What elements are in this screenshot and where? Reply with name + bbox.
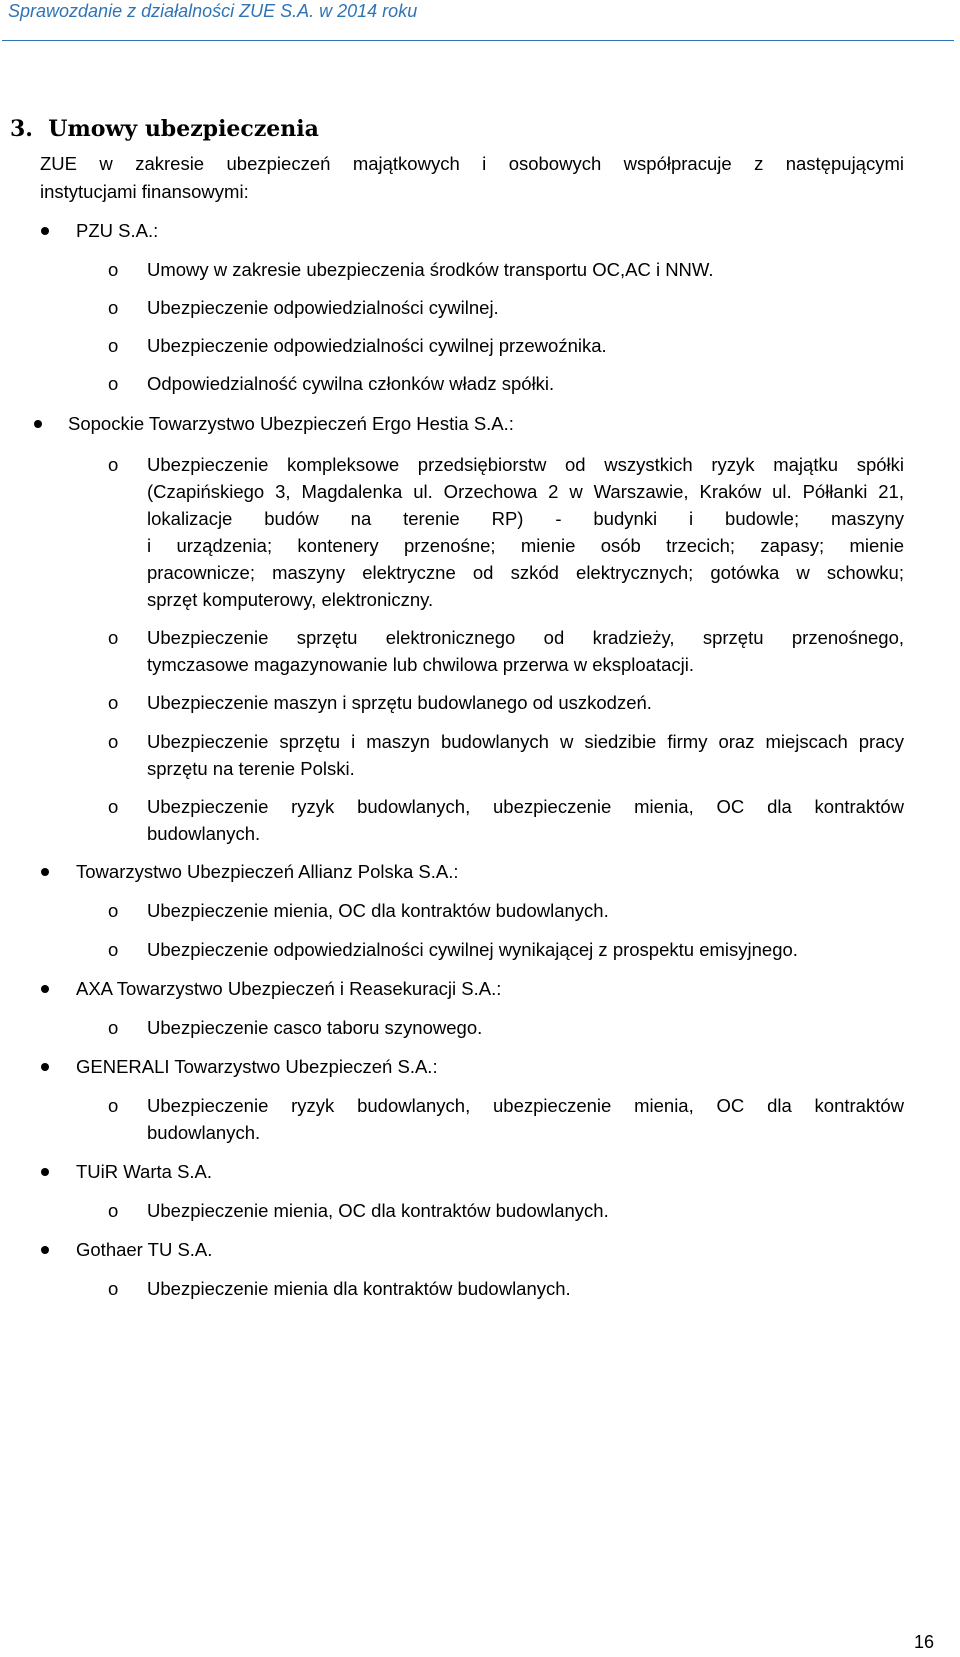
list-item: Ubezpieczenie odpowiedzialności cywilnej wynikającej z prospektu emisyjnego.: [147, 939, 798, 960]
list-item-line: Ubezpieczenie kompleksowe przedsiębiorstw od wszystkich ryzyk majątku spółki: [147, 454, 904, 475]
bullet-icon: [34, 420, 42, 428]
bullet-icon: [41, 227, 49, 235]
list-item-line: Ubezpieczenie ryzyk budowlanych, ubezpieczenie mienia, OC dla kontraktów: [147, 1095, 904, 1116]
list-item-line: Ubezpieczenie maszyn i sprzętu budowlanego od uszkodzeń.: [147, 692, 652, 713]
sub-bullet-marker: o: [108, 1095, 119, 1116]
sub-bullet-marker: o: [108, 1278, 119, 1299]
insurer-allianz: Towarzystwo Ubezpieczeń Allianz Polska S.A.:: [76, 861, 459, 882]
sub-bullet-marker: o: [108, 1017, 119, 1038]
list-item-line: i urządzenia; kontenery przenośne; mienie osób trzecich; zapasy; mienie: [147, 535, 904, 556]
list-item: Ubezpieczenie odpowiedzialności cywilnej przewoźnika.: [147, 335, 607, 356]
section-title: Umowy ubezpieczenia: [48, 116, 319, 142]
insurer-ergo-hestia: Sopockie Towarzystwo Ubezpieczeń Ergo Hestia S.A.:: [68, 413, 514, 434]
sub-bullet-marker: o: [108, 692, 119, 713]
page-number: 16: [913, 1632, 934, 1652]
section-number: 3.: [10, 116, 33, 142]
bullet-icon: [41, 1246, 49, 1254]
sub-bullet-marker: o: [108, 731, 119, 752]
list-item-line: Ubezpieczenie sprzętu elektronicznego od kradzieży, sprzętu przenośnego,: [147, 627, 904, 648]
insurer-axa: AXA Towarzystwo Ubezpieczeń i Reasekuracji S.A.:: [76, 978, 502, 999]
sub-bullet-marker: o: [108, 796, 119, 817]
sub-bullet-marker: o: [108, 900, 119, 921]
bullet-icon: [41, 985, 49, 993]
sub-bullet-marker: o: [108, 939, 119, 960]
list-item-line: budowlanych.: [147, 823, 261, 844]
list-item-line: (Czapińskiego 3, Magdalenka ul. Orzechowa 2 w Warszawie, Kraków ul. Półłanki 21,: [147, 481, 904, 502]
list-item-line: Ubezpieczenie sprzętu i maszyn budowlanych w siedzibie firmy oraz miejscach pracy: [147, 731, 904, 752]
insurer-gothaer: Gothaer TU S.A.: [76, 1239, 213, 1260]
bullet-icon: [41, 868, 49, 876]
intro-text-line-2: instytucjami finansowymi:: [40, 181, 249, 202]
sub-bullet-marker: o: [108, 454, 119, 475]
sub-bullet-marker: o: [108, 373, 119, 394]
list-item: Odpowiedzialność cywilna członków władz spółki.: [147, 373, 555, 394]
insurer-warta: TUiR Warta S.A.: [76, 1161, 213, 1182]
list-item: Ubezpieczenie mienia, OC dla kontraktów budowlanych.: [147, 1200, 609, 1221]
sub-bullet-marker: o: [108, 627, 119, 648]
sub-bullet-marker: o: [108, 259, 119, 280]
sub-bullet-marker: o: [108, 297, 119, 318]
list-item-line: sprzętu na terenie Polski.: [147, 758, 355, 779]
list-item: Ubezpieczenie mienia dla kontraktów budowlanych.: [147, 1278, 571, 1299]
intro-text-line-1: ZUE w zakresie ubezpieczeń majątkowych i osobowych współpracuje z następującymi: [40, 153, 904, 174]
list-item: Umowy w zakresie ubezpieczenia środków transportu OC,AC i NNW.: [147, 259, 714, 280]
list-item-line: Ubezpieczenie ryzyk budowlanych, ubezpieczenie mienia, OC dla kontraktów: [147, 796, 904, 817]
insurer-pzu: PZU S.A.:: [76, 220, 159, 241]
list-item: Ubezpieczenie mienia, OC dla kontraktów budowlanych.: [147, 900, 609, 921]
section-heading: [10, 116, 319, 142]
list-item-line: pracownicze; maszyny elektryczne od szkód elektrycznych; gotówka w schowku;: [147, 562, 904, 583]
insurer-generali: GENERALI Towarzystwo Ubezpieczeń S.A.:: [76, 1056, 438, 1077]
sub-bullet-marker: o: [108, 335, 119, 356]
list-item-line: budowlanych.: [147, 1122, 261, 1143]
page-header: [2, 0, 954, 41]
bullet-icon: [41, 1168, 49, 1176]
list-item-line: tymczasowe magazynowanie lub chwilowa przerwa w eksploatacji.: [147, 654, 695, 675]
list-item-line: sprzęt komputerowy, elektroniczny.: [147, 589, 434, 610]
sub-bullet-marker: o: [108, 1200, 119, 1221]
list-item-line: lokalizacje budów na terenie RP) - budynki i budowle; maszyny: [147, 508, 904, 529]
bullet-icon: [41, 1063, 49, 1071]
list-item: Ubezpieczenie odpowiedzialności cywilnej.: [147, 297, 499, 318]
list-item: Ubezpieczenie casco taboru szynowego.: [147, 1017, 483, 1038]
header-title: Sprawozdanie z działalności ZUE S.A. w 2014 roku: [8, 1, 418, 21]
